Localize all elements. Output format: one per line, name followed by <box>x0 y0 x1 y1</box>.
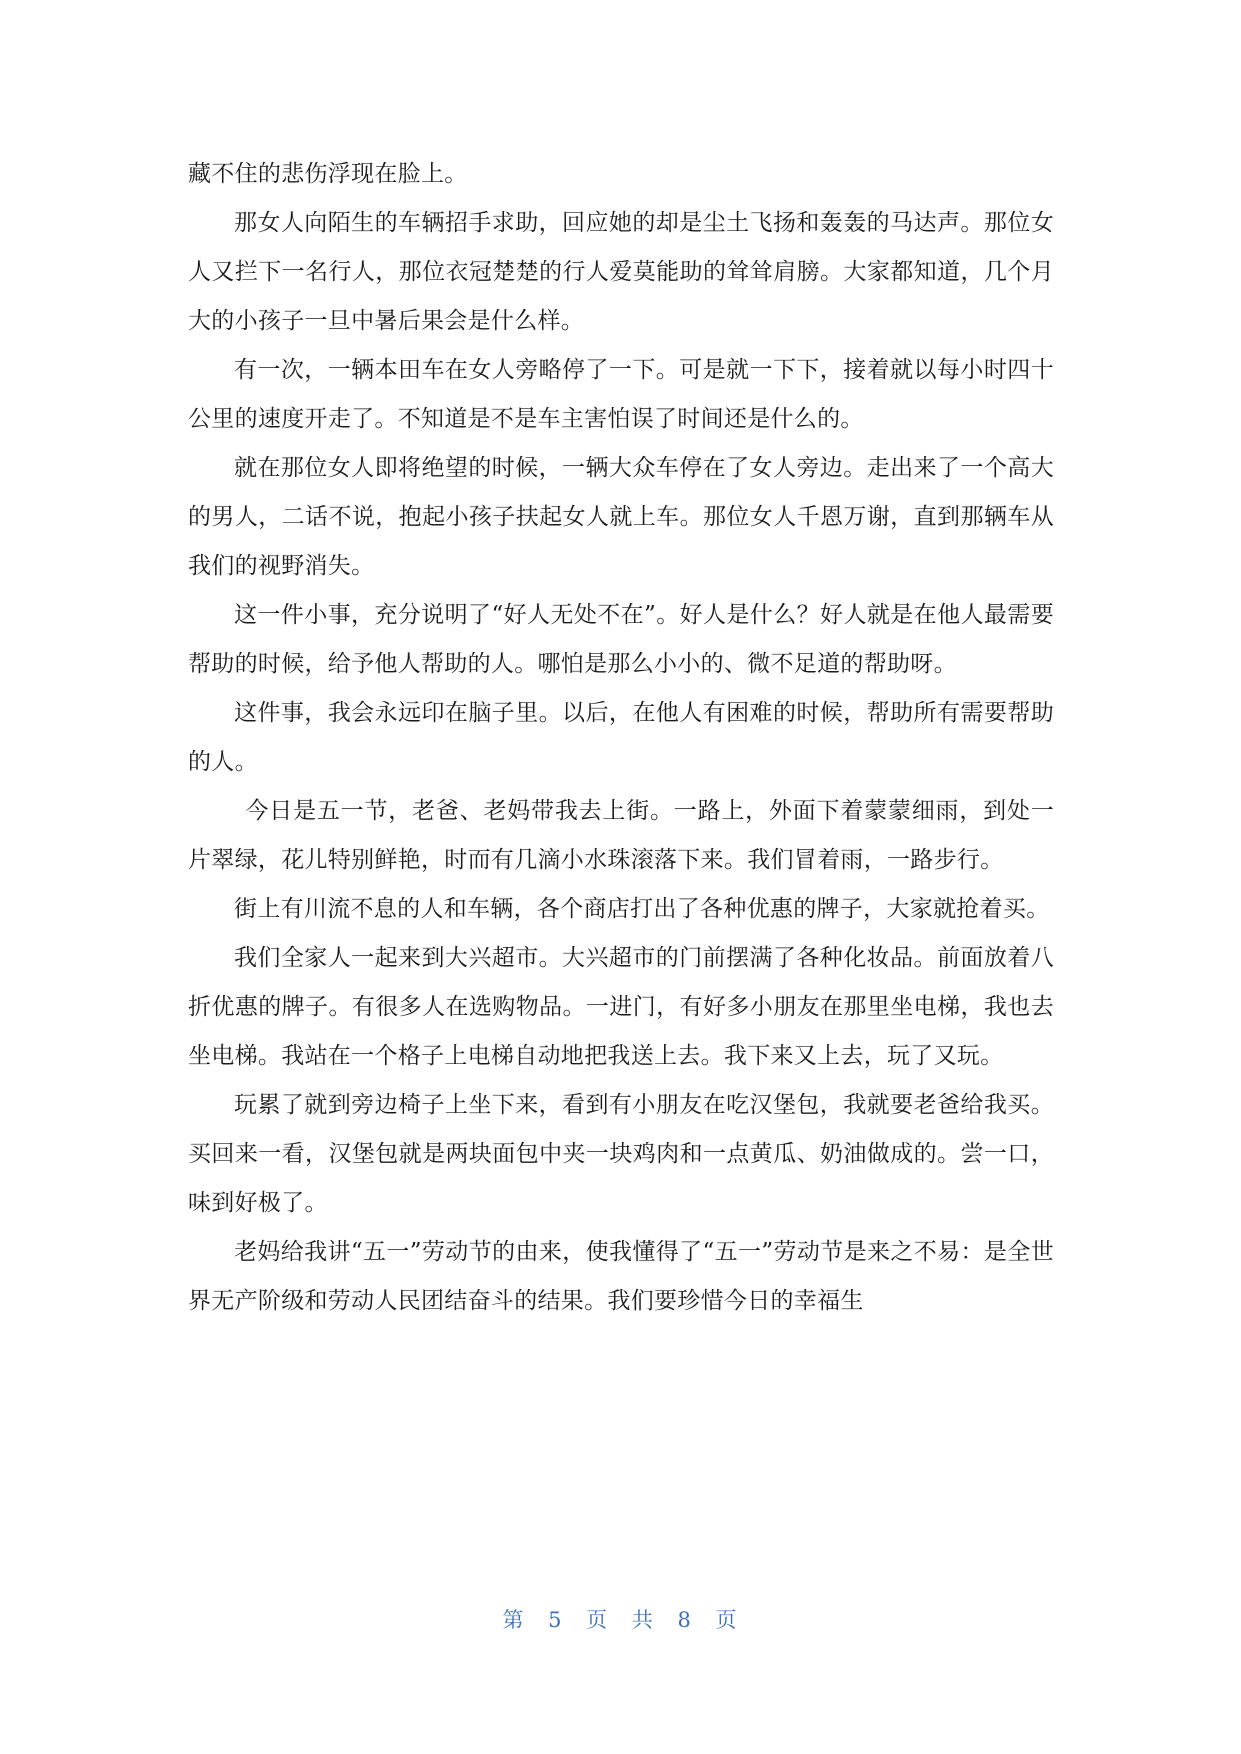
paragraph-10: 玩累了就到旁边椅子上坐下来，看到有小朋友在吃汉堡包，我就要老爸给我买。买回来一看，汉堡包就是两块面包中夹一块鸡肉和一点黄瓜、奶油做成的。尝一口，味到好极了。 <box>188 1092 1054 1216</box>
document-body <box>188 150 1054 1326</box>
paragraph-5: 这一件小事，充分说明了“好人无处不在”。好人是什么？好人就是在他人最需要帮助的时候，给予他人帮助的人。哪怕是那么小小的、微不足道的帮助呀。 <box>188 602 1054 677</box>
paragraph-3: 有一次，一辆本田车在女人旁略停了一下。可是就一下下，接着就以每小时四十公里的速度开走了。不知道是不是车主害怕误了时间还是什么的。 <box>188 357 1054 432</box>
paragraph-6: 这件事，我会永远印在脑子里。以后，在他人有困难的时候，帮助所有需要帮助的人。 <box>188 700 1054 775</box>
paragraph-8: 街上有川流不息的人和车辆，各个商店打出了各种优惠的牌子，大家就抢着买。 <box>234 896 1050 922</box>
paragraph-11: 老妈给我讲“五一”劳动节的由来，使我懂得了“五一”劳动节是来之不易：是全世界无产阶级和劳动人民团结奋斗的结果。我们要珍惜今日的幸福生 <box>188 1239 1054 1314</box>
paragraph-1: 藏不住的悲伤浮现在脸上。 <box>188 161 468 187</box>
paragraph-2: 那女人向陌生的车辆招手求助，回应她的却是尘土飞扬和轰轰的马达声。那位女人又拦下一名行人，那位衣冠楚楚的行人爱莫能助的耸耸肩膀。大家都知道，几个月大的小孩子一旦中暑后果会是什么样。 <box>188 210 1054 334</box>
paragraph-7: 今日是五一节，老爸、老妈带我去上街。一路上，外面下着蒙蒙细雨，到处一片翠绿，花儿特别鲜艳，时而有几滴小水珠滚落下来。我们冒着雨，一路步行。 <box>188 798 1054 873</box>
page-number-footer: 第 5 页 共 8 页 <box>502 1608 739 1632</box>
paragraph-4: 就在那位女人即将绝望的时候，一辆大众车停在了女人旁边。走出来了一个高大的男人，二话不说，抱起小孩子扶起女人就上车。那位女人千恩万谢，直到那辆车从我们的视野消失。 <box>188 455 1054 579</box>
paragraph-9: 我们全家人一起来到大兴超市。大兴超市的门前摆满了各种化妆品。前面放着八折优惠的牌子。有很多人在选购物品。一进门，有好多小朋友在那里坐电梯，我也去坐电梯。我站在一个格子上电梯自动地把我送上去。我下来又上去，玩了又玩。 <box>188 945 1054 1069</box>
